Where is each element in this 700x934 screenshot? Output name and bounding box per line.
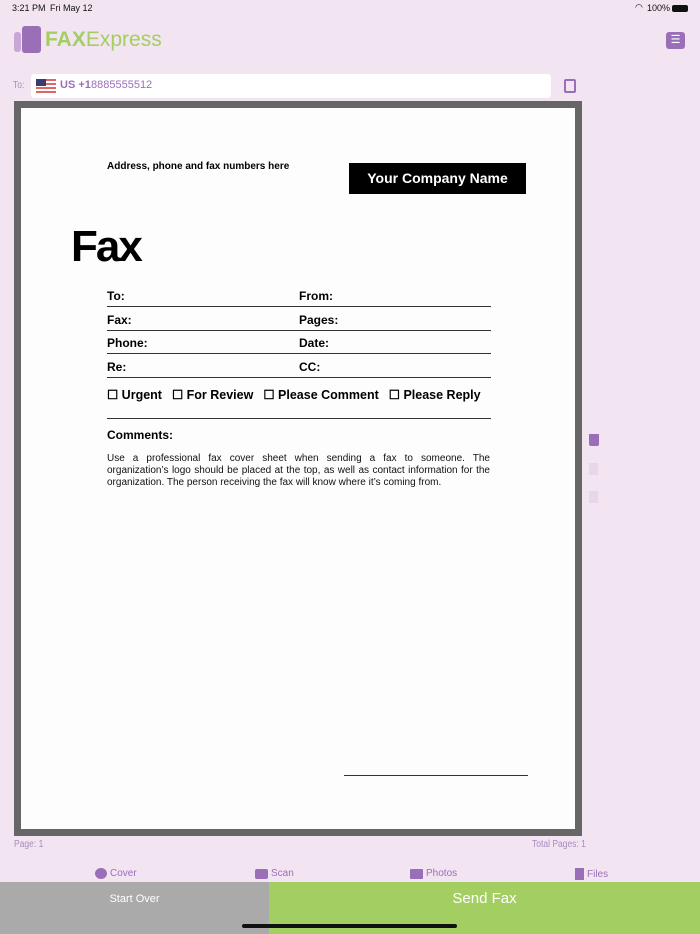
field-fax: Fax: [107, 313, 132, 327]
tab-photos[interactable] [410, 868, 457, 879]
field-to: To: [107, 289, 125, 303]
tab-files-label: Files [587, 868, 609, 880]
contacts-icon[interactable] [564, 79, 576, 93]
fax-number[interactable]: 8885555512 [91, 79, 153, 91]
field-from: From: [299, 289, 333, 303]
field-re: Re: [107, 360, 127, 374]
field-cc: CC: [299, 360, 321, 374]
check-please-reply: ☐ Please Reply [388, 388, 481, 402]
check-urgent: ☐ Urgent [107, 388, 162, 402]
fax-title: Fax [71, 222, 141, 271]
tab-scan-label: Scan [271, 868, 294, 879]
page-number: Page: 1 [14, 839, 44, 850]
company-name: Your Company Name [349, 163, 526, 194]
home-indicator [242, 924, 457, 928]
menu-button[interactable]: ☰ [666, 32, 685, 49]
field-row [107, 307, 491, 331]
recipient-input[interactable] [31, 74, 551, 98]
signature-line [344, 775, 528, 776]
tab-files[interactable] [575, 868, 608, 880]
comments-text: Use a professional fax cover sheet when sending a fax to someone. The organization’s logo should be placed at the top, as well as contact information for the organization. The person receiving the fax will know where it’s coming from. [107, 453, 490, 488]
file-icon [575, 868, 584, 880]
field-row [107, 354, 491, 378]
comments-label: Comments: [107, 428, 174, 442]
checkbox-options [107, 387, 481, 402]
scanner-icon [255, 869, 268, 879]
us-flag-icon [36, 79, 56, 93]
field-row [107, 283, 491, 307]
to-label: To: [13, 80, 25, 91]
total-pages: Total Pages: 1 [532, 839, 586, 850]
send-fax-label: Send Fax [452, 890, 517, 907]
move-page-up-icon[interactable] [589, 463, 598, 475]
field-row [107, 330, 491, 354]
check-for-review: ☐ For Review [171, 388, 254, 402]
start-over-label: Start Over [109, 893, 160, 905]
field-date: Date: [299, 336, 330, 350]
speech-bubble-icon [95, 868, 107, 879]
field-pages: Pages: [299, 313, 339, 327]
status-time: 3:21 PM [12, 3, 46, 13]
fax-machine-icon [14, 26, 42, 54]
tab-cover[interactable] [95, 868, 137, 879]
status-date: Fri May 12 [50, 3, 93, 13]
tab-photos-label: Photos [426, 868, 458, 879]
battery-level: 100% [647, 3, 671, 13]
country-code[interactable]: US +1 [60, 79, 91, 91]
start-over-button[interactable] [0, 882, 269, 934]
logo-fax: FAX [45, 28, 86, 51]
wifi-icon: ◠ [635, 2, 643, 12]
tab-cover-label: Cover [110, 868, 137, 879]
photo-icon [410, 869, 423, 879]
fax-cover-page [21, 108, 575, 829]
check-please-comment: ☐ Please Comment [263, 388, 379, 402]
delete-page-icon[interactable] [589, 434, 599, 446]
tab-scan[interactable] [255, 868, 294, 879]
divider [107, 418, 491, 419]
address-text: Address, phone and fax numbers here [107, 161, 290, 172]
field-phone: Phone: [107, 336, 148, 350]
app-logo [14, 26, 162, 54]
logo-express: Express [85, 28, 162, 51]
move-page-down-icon[interactable] [589, 491, 598, 503]
battery-icon [672, 5, 688, 12]
